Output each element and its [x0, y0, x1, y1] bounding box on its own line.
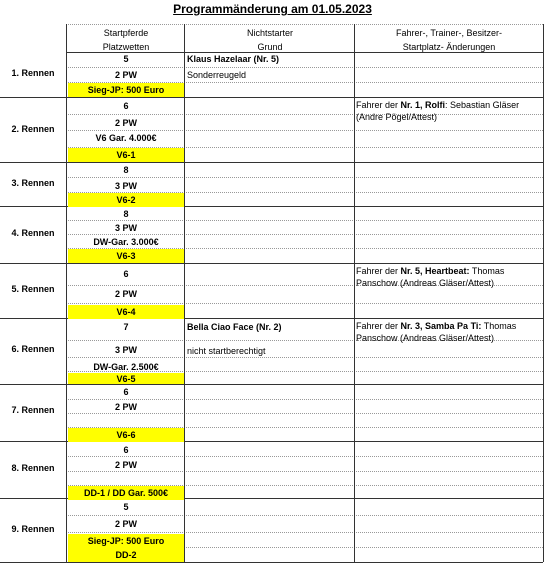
row-separator	[0, 263, 543, 264]
bet-series-label: V6-2	[68, 193, 184, 207]
starters-count: 7	[123, 322, 129, 332]
place-bets: 3 PW	[114, 345, 137, 355]
change-detail: : Sebastian Gläser (Andre Pögel/Attest)	[356, 100, 520, 122]
place-bets: 3 PW	[114, 181, 137, 191]
starters-count: 5	[123, 54, 129, 64]
race-name: 4. Rennen	[11, 228, 55, 238]
cell-separator	[66, 515, 543, 516]
race-name: 2. Rennen	[11, 124, 55, 134]
starters-count: 6	[123, 445, 129, 455]
column-separator	[354, 24, 355, 562]
race-note: DW-Gar. 3.000€	[93, 237, 159, 247]
place-bets: 2 PW	[114, 289, 137, 299]
starters-count: 6	[123, 269, 129, 279]
change-prefix: Fahrer der	[356, 266, 401, 276]
starters-count: 5	[123, 502, 129, 512]
place-bets: 2 PW	[114, 402, 137, 412]
change-prefix: Fahrer der	[356, 100, 401, 110]
cell-separator	[66, 532, 543, 533]
race-name: 1. Rennen	[11, 68, 55, 78]
race-note: Sieg-JP: 500 Euro	[68, 534, 184, 548]
change-detail: Thomas Panschow (Andreas Gläser/Attest)	[356, 321, 517, 343]
race-name: 8. Rennen	[11, 463, 55, 473]
nichtstarter-reason: nicht startberechtigt	[187, 346, 266, 356]
header-nichtstarter-line2: Grund	[257, 42, 283, 52]
header-aenderungen-line2: Startplatz- Änderungen	[402, 42, 496, 52]
header-nichtstarter	[186, 26, 354, 54]
race-name: 3. Rennen	[11, 178, 55, 188]
header-aenderungen	[354, 26, 544, 54]
race-note: V6 Gar. 4.000€	[95, 133, 157, 143]
nichtstarter-horse: Klaus Hazelaar (Nr. 5)	[187, 54, 280, 64]
change-horse: Nr. 5, Heartbeat:	[400, 266, 470, 276]
header-startpferde-line2: Platzwetten	[102, 42, 150, 52]
place-bets: 2 PW	[114, 460, 137, 470]
change-horse: Nr. 3, Samba Pa Ti:	[400, 321, 482, 331]
bet-series-label: V6-6	[68, 428, 184, 442]
driver-change	[356, 265, 542, 289]
race-note: DD-1 / DD Gar. 500€	[68, 486, 184, 500]
bet-series-label: V6-1	[68, 148, 184, 162]
starters-count: 6	[123, 387, 129, 397]
race-note: DW-Gar. 2.500€	[93, 362, 159, 372]
column-separator	[66, 24, 67, 562]
place-bets: 2 PW	[114, 70, 137, 80]
driver-change	[356, 99, 542, 123]
bet-series-label: V6-4	[68, 305, 184, 319]
bet-series-label: DD-2	[68, 548, 184, 562]
starters-count: 8	[123, 209, 129, 219]
header-startpferde-line1: Startpferde	[103, 28, 149, 38]
row-separator	[0, 97, 543, 98]
place-bets: 2 PW	[114, 118, 137, 128]
cell-separator	[66, 303, 543, 304]
column-separator	[543, 24, 544, 562]
column-separator	[184, 24, 185, 562]
header-startpferde	[68, 26, 184, 54]
race-name: 7. Rennen	[11, 405, 55, 415]
place-bets: 2 PW	[114, 519, 137, 529]
row-separator	[0, 562, 543, 563]
driver-change	[356, 320, 542, 344]
nichtstarter-horse: Bella Ciao Face (Nr. 2)	[187, 322, 282, 332]
change-prefix: Fahrer der	[356, 321, 401, 331]
header-nichtstarter-line1: Nichtstarter	[246, 28, 293, 38]
bet-series-label: V6-3	[68, 249, 184, 263]
starters-count: 6	[123, 101, 129, 111]
race-name: 9. Rennen	[11, 524, 55, 534]
starters-count: 8	[123, 165, 129, 175]
place-bets: 3 PW	[114, 223, 137, 233]
header-aenderungen-line1: Fahrer-, Trainer-, Besitzer-	[395, 28, 503, 38]
bet-series-label: V6-5	[68, 373, 184, 384]
cell-separator	[66, 24, 543, 25]
race-name: 5. Rennen	[11, 284, 55, 294]
race-note: Sieg-JP: 500 Euro	[68, 83, 184, 97]
change-horse: Nr. 1, Rolfi	[400, 100, 446, 110]
page-title: Programmänderung am 01.05.2023	[173, 2, 372, 16]
change-detail: Thomas Panschow (Andreas Gläser/Attest)	[356, 266, 505, 288]
cell-separator	[66, 177, 543, 178]
nichtstarter-reason: Sonderreugeld	[187, 70, 247, 80]
race-name: 6. Rennen	[11, 344, 55, 354]
